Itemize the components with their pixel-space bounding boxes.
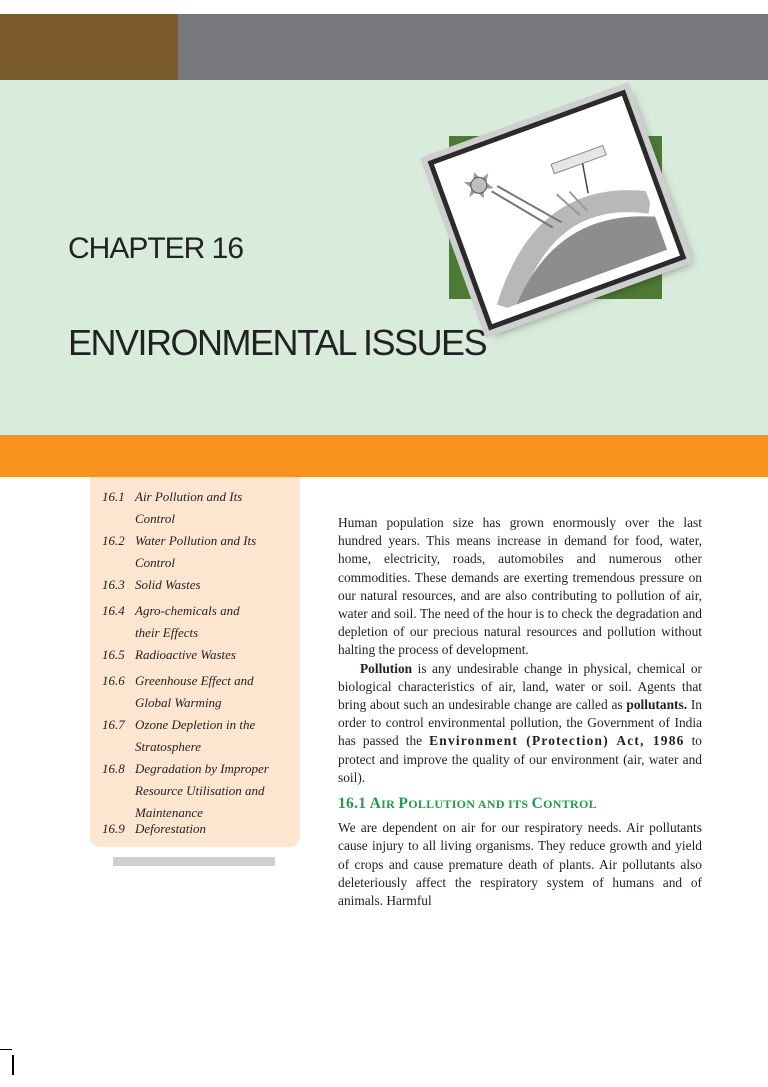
- toc-number: 16.7: [102, 717, 125, 732]
- chapter-body: [338, 514, 702, 910]
- toc-title-line: Degradation by Improper: [135, 761, 269, 776]
- toc-item-16-8: [102, 758, 297, 824]
- toc-item-16-9: [102, 818, 297, 840]
- toc-number: 16.9: [102, 821, 125, 836]
- toc-title-line: Deforestation: [135, 821, 207, 836]
- section-title-part: OLLUTION AND ITS: [408, 797, 532, 812]
- toc-item-16-4: [102, 600, 297, 644]
- section-title-part: P: [398, 795, 409, 813]
- chapter-title: ENVIRONMENTAL ISSUES: [68, 322, 487, 363]
- orange-band: [0, 435, 768, 477]
- crop-mark-horizontal: [0, 1049, 12, 1050]
- toc-title-line: Radioactive Wastes: [135, 647, 236, 662]
- toc-title-line: Resource Utilisation and: [135, 783, 265, 798]
- toc-item-16-6: [102, 670, 297, 714]
- toc-number: 16.6: [102, 673, 125, 688]
- toc-item-16-5: [102, 644, 297, 666]
- section-title-part: ONTROL: [543, 797, 597, 812]
- pollution-definition: is any undesirable change in physical, chemical or biological characteristics of air, land, water or soil. Agents that bring about such an undesirable change are called as: [338, 660, 702, 713]
- toc-title-line: Stratosphere: [135, 739, 201, 754]
- toc-item-16-1: [102, 486, 297, 530]
- chapter-label: CHAPTER 16: [68, 232, 244, 265]
- toc-title-line: Control: [135, 555, 175, 570]
- pollutants-term: pollutants.: [626, 697, 688, 713]
- section-number: 16.1: [338, 795, 367, 813]
- toc-title-line: Air Pollution and Its: [135, 489, 243, 504]
- toc-item-16-7: [102, 714, 297, 758]
- toc-item-16-2: [102, 530, 297, 574]
- act-tail-text: to protect and improve the quality of our environment (air, water and soil).: [338, 733, 702, 785]
- toc-title-line: Ozone Depletion in the: [135, 717, 256, 732]
- crop-mark-vertical: [12, 1055, 14, 1075]
- toc-number: 16.8: [102, 761, 125, 776]
- chapter-contents-box: [90, 477, 300, 847]
- pollution-term: Pollution: [360, 660, 413, 676]
- toc-title-line: Global Warming: [135, 695, 222, 710]
- toc-title-line: Water Pollution and Its: [135, 533, 257, 548]
- toc-title-line: Agro-chemicals and: [135, 603, 240, 618]
- toc-number: 16.4: [102, 603, 125, 618]
- toc-title-line: their Effects: [135, 625, 199, 640]
- act-name: Environment (Protection) Act, 1986: [429, 733, 685, 749]
- header-brown-bar: [0, 14, 178, 80]
- toc-title-line: Greenhouse Effect and: [135, 673, 254, 688]
- intro-paragraph: Human population size has grown enormously over the last hundred years. This means increase in demand for food, water, home, electricity, roads, automobiles and numerous other commodities. These demands are exerting tremendous pressure on our natural resources, and are also contributing to pollution of air, water and soil. The need of the hour is to check the degradation and depletion of our precious natural resources and pollution without halting the process of development.: [338, 515, 702, 658]
- act-lead-text: In order to control environmental pollution, the Government of India has passed the: [338, 697, 702, 749]
- toc-title-line: Solid Wastes: [135, 577, 201, 592]
- section-title-part: C: [531, 795, 544, 813]
- toc-title-line: Maintenance: [135, 805, 203, 820]
- pollution-paragraph: [338, 660, 702, 787]
- toc-number: 16.3: [102, 577, 125, 592]
- toc-decorative-bar: [113, 857, 275, 866]
- toc-number: 16.1: [102, 489, 125, 504]
- section-title-part: IR: [381, 797, 399, 812]
- toc-number: 16.2: [102, 533, 125, 548]
- section-heading-16-1: [338, 795, 702, 813]
- section-paragraph: We are dependent on air for our respiratory needs. Air pollutants cause injury to all living organisms. They reduce growth and yield of crops and cause premature death of plants. Air pollutants also deleteriously affect the respiratory system of humans and of animals. Harmful: [338, 820, 702, 909]
- header-gray-bar: [178, 14, 768, 80]
- toc-title-line: Control: [135, 511, 175, 526]
- toc-number: 16.5: [102, 647, 125, 662]
- section-title-part: A: [369, 795, 382, 813]
- toc-item-16-3: [102, 574, 297, 596]
